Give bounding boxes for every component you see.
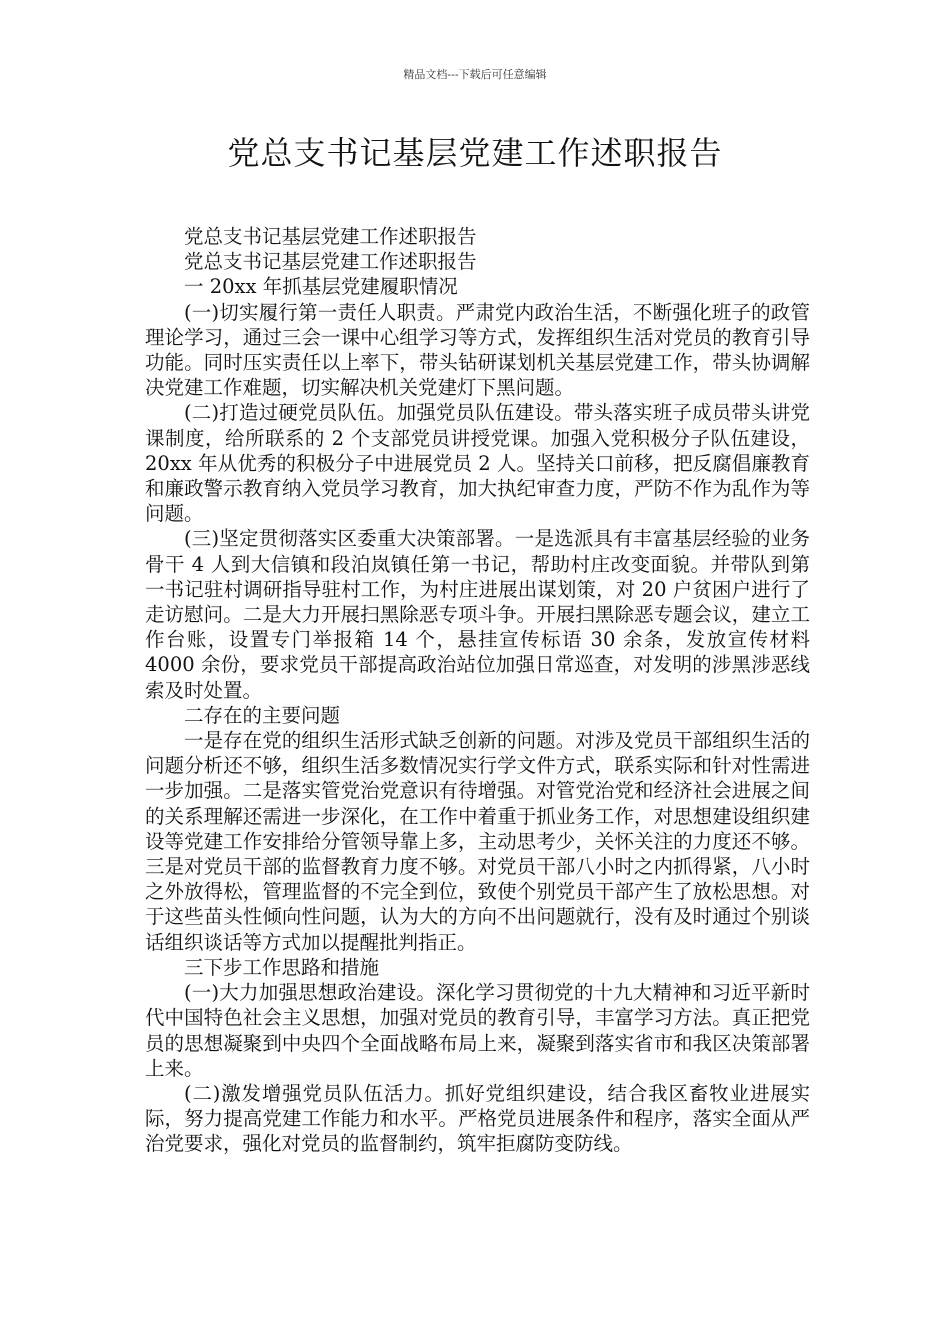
section-heading: 三下步工作思路和措施 <box>184 955 380 979</box>
document-body <box>145 224 810 1157</box>
paragraph: 党总支书记基层党建工作述职报告 <box>184 225 477 248</box>
paragraph: (三)坚定贯彻落实区委重大决策部署。一是选派具有丰富基层经验的业务骨干 4 人到大信镇和段泊岚镇任第一书记，帮助村庄改变面貌。并带队到第一书记驻村调研指导驻村工作，为村庄进展出谋划策，对 20 户贫困户进行了走访慰问。二是大力开展扫黑除恶专项斗争。开展扫黑除恶专题会议，建立工作台账，设置专门举报箱 14 个，悬挂宣传标语 30 余条，发放宣传材料 4000 余份，要求党员干部提高政治站位加强日常巡查，对发明的涉黑涉恶线索及时处置。 <box>145 527 810 702</box>
paragraph: (一)切实履行第一责任人职责。严肃党内政治生活，不断强化班子的政管理论学习，通过三会一课中心组学习等方式，发挥组织生活对党员的教育引导功能。同时压实责任以上率下，带头钻研谋划机关基层党建工作，带头协调解决党建工作难题，切实解决机关党建灯下黑问题。 <box>145 300 810 400</box>
document-title: 党总支书记基层党建工作述职报告 <box>227 134 723 172</box>
paragraph: 党总支书记基层党建工作述职报告 <box>184 250 477 274</box>
paragraph: (二)打造过硬党员队伍。加强党员队伍建设。带头落实班子成员带头讲党课制度，给所联系的 2 个支部党员讲授党课。加强入党积极分子队伍建设，20xx 年从优秀的积极分子中进展党员 2 人。坚持关口前移，把反腐倡廉教育和廉政警示教育纳入党员学习教育，加大执纪审查力度，严防不作为乱作为等问题。 <box>145 401 810 526</box>
section-heading: 一 20xx 年抓基层党建履职情况 <box>184 275 458 299</box>
section-heading: 二存在的主要问题 <box>184 703 341 727</box>
paragraph: 一是存在党的组织生活形式缺乏创新的问题。对涉及党员干部组织生活的问题分析还不够，组织生活多数情况实行学文件方式，联系实际和针对性需进一步加强。二是落实管党治党意识有待增强。对管党治党和经济社会进展之间的关系理解还需进一步深化，在工作中着重于抓业务工作，对思想建设组织建设等党建工作安排给分管领导靠上多，主动思考少，关怀关注的力度还不够。三是对党员干部的监督教育力度不够。对党员干部八小时之内抓得紧，八小时之外放得松，管理监督的不完全到位，致使个别党员干部产生了放松思想。对于这些苗头性倾向性问题，认为大的方向不出问题就行，没有及时通过个别谈话组织谈话等方式加以提醒批判指正。 <box>145 729 810 954</box>
paragraph: (二)激发增强党员队伍活力。抓好党组织建设，结合我区畜牧业进展实际，努力提高党建工作能力和水平。严格党员进展条件和程序，落实全面从严治党要求，强化对党员的监督制约，筑牢拒腐防变防线。 <box>145 1081 810 1156</box>
paragraph: (一)大力加强思想政治建设。深化学习贯彻党的十九大精神和习近平新时代中国特色社会主义思想，加强对党员的教育引导，丰富学习方法。真正把党员的思想凝聚到中央四个全面战略布局上来，凝聚到落实省市和我区决策部署上来。 <box>145 981 810 1080</box>
header-note: 精品文档---下载后可任意编辑 <box>403 68 547 81</box>
